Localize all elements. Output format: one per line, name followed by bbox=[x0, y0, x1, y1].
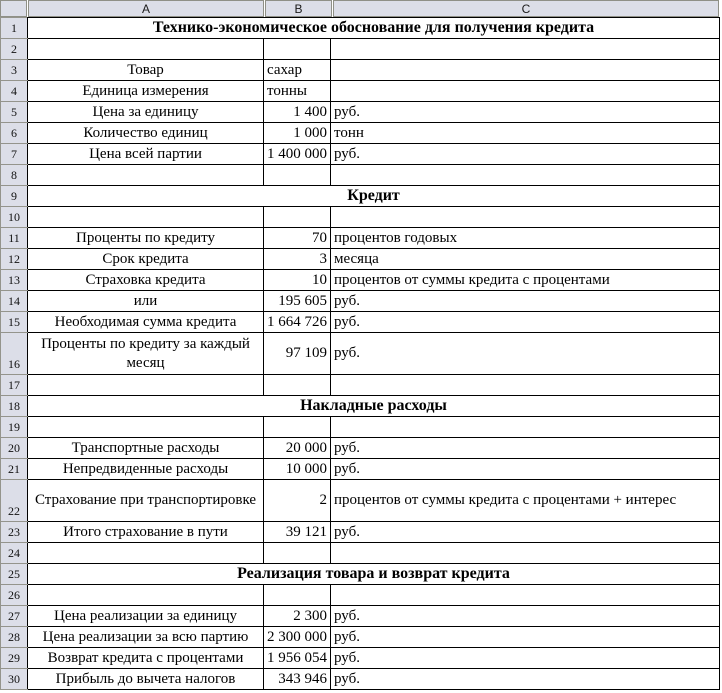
sheet-row bbox=[1, 249, 720, 270]
cell-A6[interactable]: Количество единиц bbox=[28, 123, 264, 144]
row-header-28[interactable]: 28 bbox=[1, 627, 28, 648]
cell-A3[interactable]: Товар bbox=[28, 60, 264, 81]
cell-C5[interactable]: руб. bbox=[331, 102, 720, 123]
cell-B12[interactable]: 3 bbox=[264, 249, 331, 270]
sheet-row bbox=[1, 81, 720, 102]
cell-C27[interactable]: руб. bbox=[331, 606, 720, 627]
row-header-15[interactable]: 15 bbox=[1, 312, 28, 333]
cell-C23[interactable]: руб. bbox=[331, 522, 720, 543]
cell-C7[interactable]: руб. bbox=[331, 144, 720, 165]
row-header-7[interactable]: 7 bbox=[1, 144, 28, 165]
cell-C19[interactable] bbox=[331, 417, 720, 438]
row-header-23[interactable]: 23 bbox=[1, 522, 28, 543]
cell-B14[interactable]: 195 605 bbox=[264, 291, 331, 312]
cell-A21[interactable]: Непредвиденные расходы bbox=[28, 459, 264, 480]
column-header-row bbox=[0, 0, 719, 17]
cell-C16[interactable]: руб. bbox=[331, 333, 720, 375]
row-header-21[interactable]: 21 bbox=[1, 459, 28, 480]
section-title-cell-A9[interactable]: Кредит bbox=[28, 186, 720, 207]
cell-B6[interactable]: 1 000 bbox=[264, 123, 331, 144]
cell-B19[interactable] bbox=[264, 417, 331, 438]
cell-C29[interactable]: руб. bbox=[331, 648, 720, 669]
row-header-6[interactable]: 6 bbox=[1, 123, 28, 144]
row-header-30[interactable]: 30 bbox=[1, 669, 28, 690]
sheet-row bbox=[1, 648, 720, 669]
cell-B28[interactable]: 2 300 000 bbox=[264, 627, 331, 648]
sheet-row bbox=[1, 186, 720, 207]
row-header-8[interactable]: 8 bbox=[1, 165, 28, 186]
sheet-row bbox=[1, 459, 720, 480]
cell-B7[interactable]: 1 400 000 bbox=[264, 144, 331, 165]
row-header-20[interactable]: 20 bbox=[1, 438, 28, 459]
cell-A11[interactable]: Проценты по кредиту bbox=[28, 228, 264, 249]
sheet-row bbox=[1, 228, 720, 249]
cell-C24[interactable] bbox=[331, 543, 720, 564]
sheet-row bbox=[1, 102, 720, 123]
cell-B26[interactable] bbox=[264, 585, 331, 606]
cell-A26[interactable] bbox=[28, 585, 264, 606]
cell-C3[interactable] bbox=[331, 60, 720, 81]
cell-B20[interactable]: 20 000 bbox=[264, 438, 331, 459]
section-title-cell-A25[interactable]: Реализация товара и возврат кредита bbox=[28, 564, 720, 585]
sheet-row bbox=[1, 438, 720, 459]
cell-B10[interactable] bbox=[264, 207, 331, 228]
sheet-grid bbox=[0, 17, 720, 690]
cell-C21[interactable]: руб. bbox=[331, 459, 720, 480]
column-header-c[interactable]: C bbox=[333, 0, 719, 17]
cell-C13[interactable]: процентов от суммы кредита с процентами bbox=[331, 270, 720, 291]
row-header-1[interactable]: 1 bbox=[1, 18, 28, 39]
row-header-24[interactable]: 24 bbox=[1, 543, 28, 564]
cell-C12[interactable]: месяца bbox=[331, 249, 720, 270]
cell-A4[interactable]: Единица измерения bbox=[28, 81, 264, 102]
cell-A20[interactable]: Транспортные расходы bbox=[28, 438, 264, 459]
cell-A14[interactable]: или bbox=[28, 291, 264, 312]
sheet-row bbox=[1, 396, 720, 417]
sheet-row bbox=[1, 522, 720, 543]
cell-B22[interactable]: 2 bbox=[264, 480, 331, 522]
cell-C26[interactable] bbox=[331, 585, 720, 606]
cell-C8[interactable] bbox=[331, 165, 720, 186]
select-all-corner[interactable] bbox=[0, 0, 27, 17]
cell-B4[interactable]: тонны bbox=[264, 81, 331, 102]
row-header-13[interactable]: 13 bbox=[1, 270, 28, 291]
cell-A19[interactable] bbox=[28, 417, 264, 438]
row-header-2[interactable]: 2 bbox=[1, 39, 28, 60]
cell-A16[interactable]: Проценты по кредиту за каждый месяц bbox=[28, 333, 264, 375]
cell-B29[interactable]: 1 956 054 bbox=[264, 648, 331, 669]
cell-A24[interactable] bbox=[28, 543, 264, 564]
cell-C11[interactable]: процентов годовых bbox=[331, 228, 720, 249]
sheet-row bbox=[1, 627, 720, 648]
sheet-row bbox=[1, 165, 720, 186]
cell-C6[interactable]: тонн bbox=[331, 123, 720, 144]
cell-A8[interactable] bbox=[28, 165, 264, 186]
cell-B15[interactable]: 1 664 726 bbox=[264, 312, 331, 333]
cell-B16[interactable]: 97 109 bbox=[264, 333, 331, 375]
row-header-12[interactable]: 12 bbox=[1, 249, 28, 270]
cell-C22[interactable]: процентов от суммы кредита с процентами + интерес bbox=[331, 480, 720, 522]
row-header-29[interactable]: 29 bbox=[1, 648, 28, 669]
sheet-row bbox=[1, 123, 720, 144]
row-header-27[interactable]: 27 bbox=[1, 606, 28, 627]
sheet-row bbox=[1, 333, 720, 375]
cell-A22[interactable]: Страхование при транспортировке bbox=[28, 480, 264, 522]
row-header-5[interactable]: 5 bbox=[1, 102, 28, 123]
cell-C28[interactable]: руб. bbox=[331, 627, 720, 648]
sheet-row bbox=[1, 669, 720, 690]
row-header-10[interactable]: 10 bbox=[1, 207, 28, 228]
cell-B11[interactable]: 70 bbox=[264, 228, 331, 249]
cell-C2[interactable] bbox=[331, 39, 720, 60]
cell-B13[interactable]: 10 bbox=[264, 270, 331, 291]
cell-C4[interactable] bbox=[331, 81, 720, 102]
cell-A28[interactable]: Цена реализации за всю партию bbox=[28, 627, 264, 648]
cell-C15[interactable]: руб. bbox=[331, 312, 720, 333]
sheet-row bbox=[1, 39, 720, 60]
cell-C14[interactable]: руб. bbox=[331, 291, 720, 312]
cell-A23[interactable]: Итого страхование в пути bbox=[28, 522, 264, 543]
cell-B17[interactable] bbox=[264, 375, 331, 396]
sheet-row bbox=[1, 60, 720, 81]
column-header-b[interactable]: B bbox=[265, 0, 332, 17]
sheet-row bbox=[1, 585, 720, 606]
sheet-row bbox=[1, 375, 720, 396]
cell-A29[interactable]: Возврат кредита с процентами bbox=[28, 648, 264, 669]
cell-A30[interactable]: Прибыль до вычета налогов bbox=[28, 669, 264, 690]
cell-C20[interactable]: руб. bbox=[331, 438, 720, 459]
sheet-row bbox=[1, 270, 720, 291]
row-header-26[interactable]: 26 bbox=[1, 585, 28, 606]
sheet-row bbox=[1, 312, 720, 333]
row-header-22[interactable]: 22 bbox=[1, 480, 28, 522]
cell-C30[interactable]: руб. bbox=[331, 669, 720, 690]
cell-A15[interactable]: Необходимая сумма кредита bbox=[28, 312, 264, 333]
cell-C10[interactable] bbox=[331, 207, 720, 228]
cell-A5[interactable]: Цена за единицу bbox=[28, 102, 264, 123]
row-header-17[interactable]: 17 bbox=[1, 375, 28, 396]
cell-A13[interactable]: Страховка кредита bbox=[28, 270, 264, 291]
cell-B24[interactable] bbox=[264, 543, 331, 564]
cell-A17[interactable] bbox=[28, 375, 264, 396]
cell-A27[interactable]: Цена реализации за единицу bbox=[28, 606, 264, 627]
section-title-cell-A1[interactable]: Технико-экономическое обоснование для получения кредита bbox=[28, 18, 720, 39]
cell-C17[interactable] bbox=[331, 375, 720, 396]
cell-B30[interactable]: 343 946 bbox=[264, 669, 331, 690]
cell-B21[interactable]: 10 000 bbox=[264, 459, 331, 480]
sheet-row bbox=[1, 207, 720, 228]
sheet-row bbox=[1, 480, 720, 522]
sheet-row bbox=[1, 606, 720, 627]
cell-A7[interactable]: Цена всей партии bbox=[28, 144, 264, 165]
row-header-25[interactable]: 25 bbox=[1, 564, 28, 585]
cell-B5[interactable]: 1 400 bbox=[264, 102, 331, 123]
row-header-19[interactable]: 19 bbox=[1, 417, 28, 438]
row-header-18[interactable]: 18 bbox=[1, 396, 28, 417]
cell-A12[interactable]: Срок кредита bbox=[28, 249, 264, 270]
cell-B23[interactable]: 39 121 bbox=[264, 522, 331, 543]
cell-A2[interactable] bbox=[28, 39, 264, 60]
row-header-4[interactable]: 4 bbox=[1, 81, 28, 102]
sheet-row bbox=[1, 564, 720, 585]
sheet-row bbox=[1, 291, 720, 312]
section-title-cell-A18[interactable]: Накладные расходы bbox=[28, 396, 720, 417]
row-header-9[interactable]: 9 bbox=[1, 186, 28, 207]
row-header-11[interactable]: 11 bbox=[1, 228, 28, 249]
sheet-row bbox=[1, 18, 720, 39]
row-header-3[interactable]: 3 bbox=[1, 60, 28, 81]
cell-B8[interactable] bbox=[264, 165, 331, 186]
cell-B2[interactable] bbox=[264, 39, 331, 60]
sheet-row bbox=[1, 144, 720, 165]
sheet-row bbox=[1, 543, 720, 564]
sheet-row bbox=[1, 417, 720, 438]
cell-B27[interactable]: 2 300 bbox=[264, 606, 331, 627]
row-header-16[interactable]: 16 bbox=[1, 333, 28, 375]
row-header-14[interactable]: 14 bbox=[1, 291, 28, 312]
column-header-a[interactable]: A bbox=[28, 0, 264, 17]
cell-B3[interactable]: сахар bbox=[264, 60, 331, 81]
cell-A10[interactable] bbox=[28, 207, 264, 228]
